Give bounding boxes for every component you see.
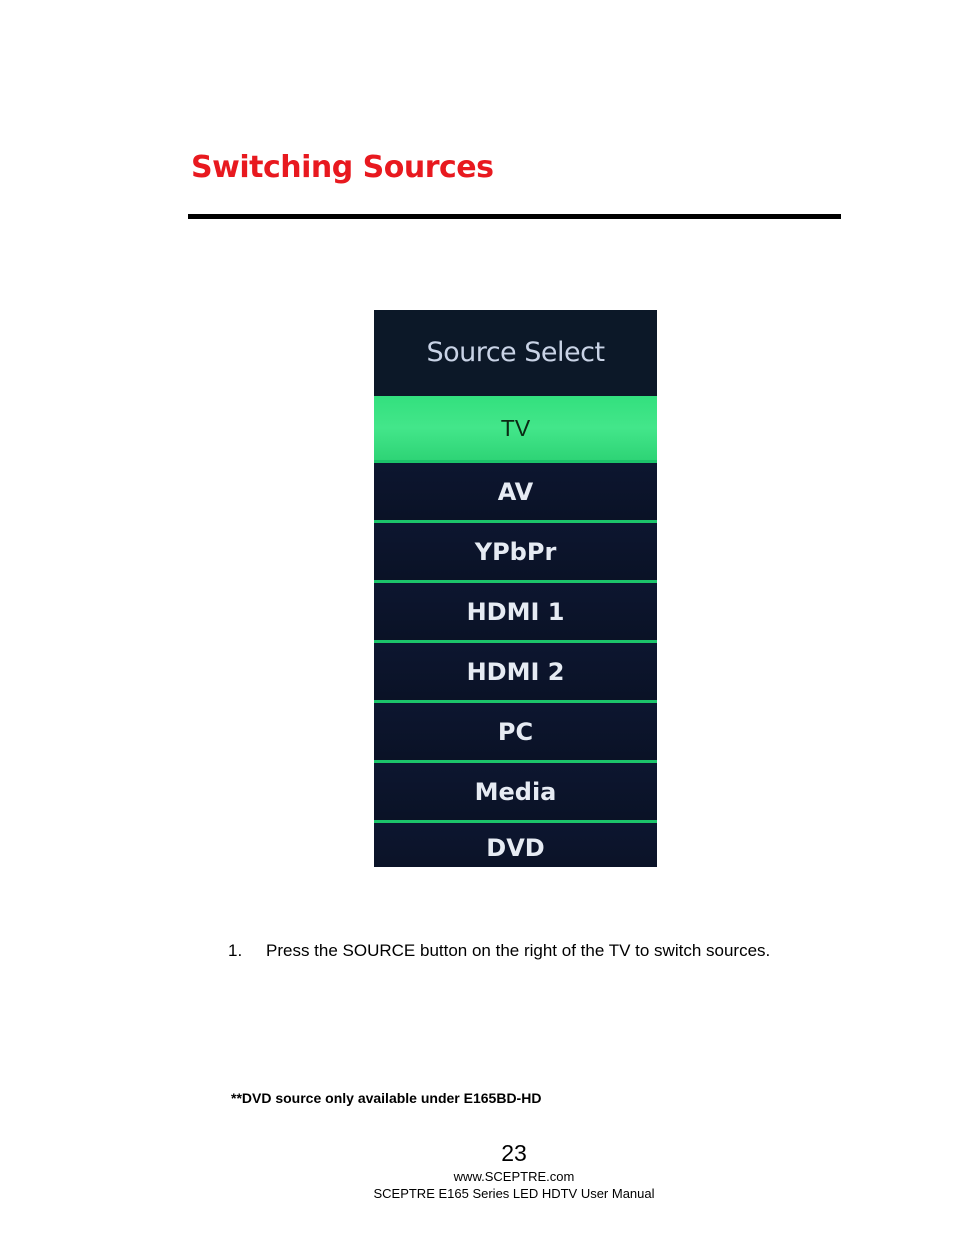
- dvd-footnote: **DVD source only available under E165BD-HD: [231, 1090, 542, 1106]
- source-item-hdmi-1[interactable]: HDMI 1: [374, 580, 657, 640]
- page-number: 23: [501, 1140, 527, 1166]
- step-text: Press the SOURCE button on the right of the TV to switch sources.: [266, 941, 771, 960]
- page-heading: Switching Sources: [191, 150, 494, 185]
- step-number: 1.: [228, 941, 243, 960]
- instruction-step-1: [228, 941, 770, 961]
- source-select-menu: [374, 310, 657, 867]
- source-item-ypbpr[interactable]: YPbPr: [374, 520, 657, 580]
- source-item-hdmi-2[interactable]: HDMI 2: [374, 640, 657, 700]
- source-item-av[interactable]: AV: [374, 460, 657, 520]
- source-select-title: Source Select: [374, 310, 657, 394]
- source-item-dvd[interactable]: DVD: [374, 820, 657, 867]
- source-list: [374, 394, 657, 867]
- source-item-tv[interactable]: TV: [374, 394, 657, 460]
- footer-url: www.SCEPTRE.com: [453, 1169, 575, 1184]
- source-item-media[interactable]: Media: [374, 760, 657, 820]
- footer-manual-title: SCEPTRE E165 Series LED HDTV User Manual: [373, 1186, 655, 1201]
- source-item-pc[interactable]: PC: [374, 700, 657, 760]
- heading-rule: [188, 214, 841, 219]
